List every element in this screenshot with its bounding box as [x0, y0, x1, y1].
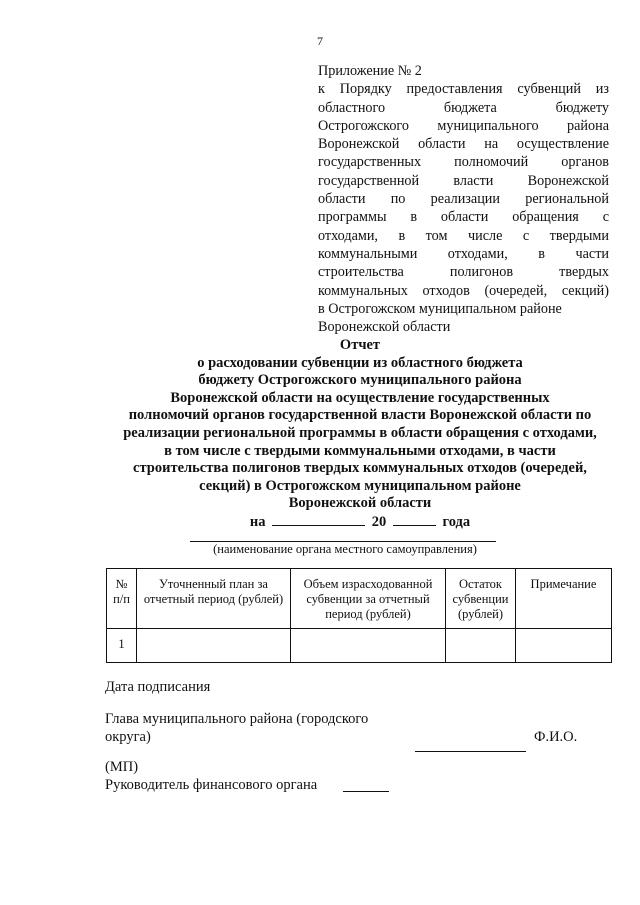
annex-line: государственных полномочий органов: [318, 154, 609, 171]
table-header-row: [107, 569, 612, 629]
report-title-line: о расходовании субвенции из областного бюджета: [197, 354, 523, 371]
head-label-line1: Глава муниципального района (городского: [105, 711, 369, 727]
col-header-note: Примечание: [516, 569, 612, 629]
annex-line: отходами, в том числе с твердыми: [318, 227, 609, 244]
date-year: 20: [371, 513, 387, 530]
table-row: [107, 629, 612, 663]
annex-line: строительства полигонов твердых: [318, 264, 609, 281]
org-name-caption: (наименование органа местного самоуправления): [213, 542, 477, 556]
annex-line: Воронежской области: [318, 319, 451, 336]
report-title-line: Воронежской области: [288, 495, 432, 512]
date-signed-label: Дата подписания: [105, 679, 211, 695]
annex-line: Острогожского муниципального района: [318, 117, 609, 134]
report-title: Отчет: [339, 337, 381, 353]
col-header-number: № п/п: [107, 569, 137, 629]
annex-line: Воронежской области на осуществление: [318, 136, 609, 153]
head-label-line2: округа): [105, 729, 151, 745]
date-year-blank[interactable]: [393, 513, 436, 526]
annex-line: коммунальными отходами, в части: [318, 245, 609, 262]
col-header-plan: Уточненный план за отчетный период (рублей): [137, 569, 291, 629]
cell-remainder[interactable]: [446, 629, 516, 663]
report-title-line: реализации региональной программы в области обращения с отходами,: [123, 424, 597, 441]
report-title-line: бюджету Острогожского муниципального района: [198, 372, 522, 389]
report-title-line: в том числе с твердыми коммунальными отходами, в части: [164, 442, 556, 459]
seal-placeholder: (МП): [105, 759, 139, 775]
report-title-line: строительства полигонов твердых коммунальных отходов (очередей,: [133, 460, 587, 477]
report-title-line: Воронежской области на осуществление государственных: [170, 389, 550, 406]
date-suffix: года: [442, 513, 471, 530]
annex-line: областного бюджета бюджету: [318, 99, 609, 116]
cell-spent[interactable]: [291, 629, 446, 663]
cell-number: 1: [107, 629, 137, 663]
col-header-remainder: Остаток субвенции (рублей): [446, 569, 516, 629]
report-date-line: [80, 513, 640, 532]
finance-head-label: Руководитель финансового органа: [105, 777, 318, 793]
date-prefix: на: [249, 513, 266, 530]
annex-header: [318, 62, 609, 336]
annex-line: государственной власти Воронежской: [318, 172, 609, 189]
annex-line: к Порядку предоставления субвенций из: [318, 81, 609, 98]
finance-signature-line[interactable]: [343, 791, 389, 792]
head-signature-line[interactable]: [415, 751, 526, 752]
col-header-spent: Объем израсходованной субвенции за отчетный период (рублей): [291, 569, 446, 629]
annex-line: коммунальных отходов (очередей, секций): [318, 282, 609, 299]
fio-label: Ф.И.О.: [534, 729, 578, 745]
annex-line: области по реализации региональной: [318, 191, 609, 208]
report-title-line: полномочий органов государственной власти Воронежской области по: [128, 407, 592, 424]
report-title-line: секций) в Острогожском муниципальном районе: [199, 477, 521, 494]
cell-plan[interactable]: [137, 629, 291, 663]
cell-note[interactable]: [516, 629, 612, 663]
page-number: 7: [317, 34, 323, 48]
annex-line: программы в области обращения с: [318, 209, 609, 226]
report-table: [106, 568, 612, 663]
annex-line: Приложение № 2: [318, 63, 422, 79]
date-day-month-blank[interactable]: [272, 513, 365, 526]
report-title-block: [80, 337, 640, 532]
annex-line: в Острогожском муниципальном районе: [318, 300, 562, 317]
